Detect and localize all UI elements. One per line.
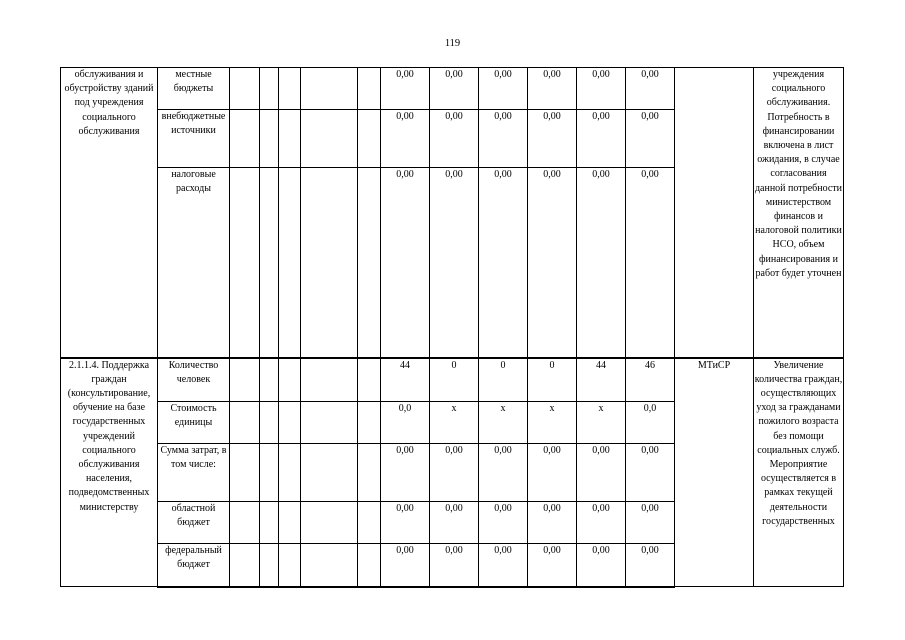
value-cell: 0,00 <box>626 544 675 587</box>
value-cell: 0,00 <box>430 110 479 168</box>
page-number: 119 <box>444 38 461 49</box>
note-cell: Увеличение количества граждан, осуществляющих уход за гражданами пожилого возраста без помощи социальных служб. Мероприятие осуществляется в рамках текущей деятельности государственных <box>754 358 844 587</box>
value-cell: 0,00 <box>430 444 479 502</box>
value-cell: 0,00 <box>479 444 528 502</box>
value-cell: 0,00 <box>381 68 430 110</box>
value-cell: 0,00 <box>528 444 577 502</box>
value-cell: х <box>528 402 577 444</box>
table-row <box>61 358 844 402</box>
value-cell: 0,00 <box>430 502 479 544</box>
value-cell: 0,00 <box>381 168 430 358</box>
value-cell: 0,00 <box>577 502 626 544</box>
budget-table <box>60 67 844 588</box>
indicator-label: областной бюджет <box>158 502 230 544</box>
value-cell: 0,00 <box>577 544 626 587</box>
value-cell: 0,0 <box>626 402 675 444</box>
value-cell: 0,00 <box>430 544 479 587</box>
value-cell: 0 <box>430 358 479 402</box>
activity-name-cell: обслуживания и обустройству зданий под учреждения социального обслуживания <box>61 68 158 358</box>
value-cell: 0,00 <box>479 110 528 168</box>
source-label: местные бюджеты <box>158 68 230 110</box>
value-cell: 0,00 <box>381 110 430 168</box>
value-cell: 0,00 <box>381 502 430 544</box>
value-cell: 44 <box>381 358 430 402</box>
value-cell: 0,00 <box>626 168 675 358</box>
indicator-label: федеральный бюджет <box>158 544 230 587</box>
value-cell: 44 <box>577 358 626 402</box>
value-cell: 0,00 <box>479 168 528 358</box>
executor-cell: МТиСР <box>675 358 754 587</box>
value-cell: 0,00 <box>479 544 528 587</box>
activity-name-cell: 2.1.1.4. Поддержка граждан (консультирование, обучение на базе государственных учреждений социального обслуживания населения, подведомственных министерству <box>61 358 158 587</box>
value-cell: 0,00 <box>430 68 479 110</box>
value-cell: 0,00 <box>626 68 675 110</box>
value-cell: 46 <box>626 358 675 402</box>
value-cell: 0 <box>528 358 577 402</box>
value-cell: х <box>577 402 626 444</box>
value-cell: 0,00 <box>430 168 479 358</box>
value-cell: 0,00 <box>626 502 675 544</box>
value-cell: 0,00 <box>528 544 577 587</box>
value-cell: х <box>430 402 479 444</box>
value-cell: 0,00 <box>381 444 430 502</box>
table-row <box>61 68 844 110</box>
value-cell: 0,00 <box>528 68 577 110</box>
indicator-label: Сумма затрат, в том числе: <box>158 444 230 502</box>
value-cell: 0,00 <box>381 544 430 587</box>
value-cell: х <box>479 402 528 444</box>
indicator-label: Стоимость единицы <box>158 402 230 444</box>
value-cell: 0,00 <box>528 168 577 358</box>
value-cell: 0,00 <box>479 68 528 110</box>
value-cell: 0 <box>479 358 528 402</box>
value-cell: 0,00 <box>577 168 626 358</box>
value-cell: 0,00 <box>479 502 528 544</box>
source-label: налоговые расходы <box>158 168 230 358</box>
source-label: внебюджетные источники <box>158 110 230 168</box>
value-cell: 0,00 <box>577 110 626 168</box>
executor-cell <box>675 68 754 358</box>
value-cell: 0,00 <box>577 68 626 110</box>
value-cell: 0,00 <box>528 502 577 544</box>
value-cell: 0,00 <box>626 444 675 502</box>
value-cell: 0,00 <box>577 444 626 502</box>
indicator-label: Количество человек <box>158 358 230 402</box>
note-cell: учреждения социального обслуживания. Потребность в финансировании включена в лист ожидания, в случае согласования данной потребности министерством финансов и налоговой политики НСО, объем финансирования и работ будет уточнен <box>754 68 844 358</box>
value-cell: 0,0 <box>381 402 430 444</box>
value-cell: 0,00 <box>528 110 577 168</box>
value-cell: 0,00 <box>626 110 675 168</box>
